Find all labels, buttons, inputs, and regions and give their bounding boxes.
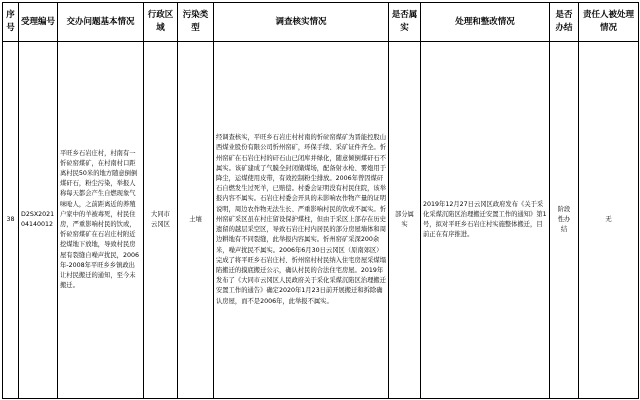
cell-handling: 2019年12月27日云冈区政府发布《关于采化采煤沉陷区治理搬迁安置工作的通知》第1号，拟对平旺乡石岩庄村实施整体搬迁，目前正在有序推进。: [421, 42, 550, 399]
cell-resolved: 阶段性办结: [550, 42, 579, 399]
cell-investigation: 经调查核实，平旺乡石岩庄村村南的忻砬窑煤矿为晋能控股山西煤业股份有限公司忻州窑矿，环保手续、采矿证件齐全。忻州窑矿在石岩庄村的矸石山已闭库并绿化，随意倾倒煤矸石不属实。该矿建成了气膜全封闭储煤场，配备射水枪、雾炮用于降尘，运煤使用皮带，有效控制粉尘排放。2006年曾因煤矸石自燃发生过死羊，已赔偿。村委会证明没有村民住院，该举报内容不属实。石岩庄村委会开具的未影响农作物产量的证明说明，周边农作物无法生长、严重影响村民的饮或不属实。忻州窑矿采区虽在村庄留设保护煤柱，但由于采区上部存在历史遗留的越层采空区，导致石岩庄村内居民的部分房屋墙体和周边耕地有不同裂缝，此举报内容属实。忻州窑矿采深200余米，噪声扰民不属实。2006年6月30日云冈区（原南郊区）完成了将平旺乡石岩庄村、忻州窑村村民纳入住宅房屋采煤塌陷搬迁的摸底搬迁公示，确认村民的合法住宅房屋。2019年发布了《大同市云冈区人民政府关于采化采煤沉陷区治理搬迁安置工作的通告》确定2020年1月23日前开展搬迁和拆除确认房屋，而不是2006年，此举报不属实。: [214, 42, 389, 399]
cell-case-id: D2SX202104140012: [19, 42, 58, 399]
cell-district: 大同市云冈区: [144, 42, 178, 399]
header-investigation: 调查核实情况: [214, 3, 389, 42]
table-row: [3, 42, 639, 399]
cell-pollution-type: 土壤: [178, 42, 214, 399]
header-accountability: 责任人被处理情况: [579, 3, 639, 42]
header-pollution-type: 污染类型: [178, 3, 214, 42]
complaint-table: [2, 2, 639, 399]
header-handling: 处理和整改情况: [421, 3, 550, 42]
cell-verified: 部分属实: [389, 42, 421, 399]
header-index: 序号: [3, 3, 19, 42]
cell-index: 38: [3, 42, 19, 399]
header-resolved: 是否办结: [550, 3, 579, 42]
header-row: [3, 3, 639, 42]
header-case-id: 受理编号: [19, 3, 58, 42]
header-district: 行政区域: [144, 3, 178, 42]
header-verified: 是否属实: [389, 3, 421, 42]
header-issue: 交办问题基本情况: [58, 3, 144, 42]
cell-accountability: 无: [579, 42, 639, 399]
cell-issue: 平旺乡石岩庄村，村南有一忻砬窑煤矿，在村南村口距离村民50米的地方随意倒倒煤矸石，粉尘污染，举报人称每天都会产生自燃现象气味呛人，之前距离近的养殖户家中的羊被毒死，村民住房，严重影响村民的饮或，忻砬窑煤矿在石岩庄村附近挖煤地下放地，导致村民房屋有裂缝自噪声扰民，2006年-2008年平旺乡乡镇政出让村民搬迁的通知，至今未搬迁。: [58, 42, 144, 399]
